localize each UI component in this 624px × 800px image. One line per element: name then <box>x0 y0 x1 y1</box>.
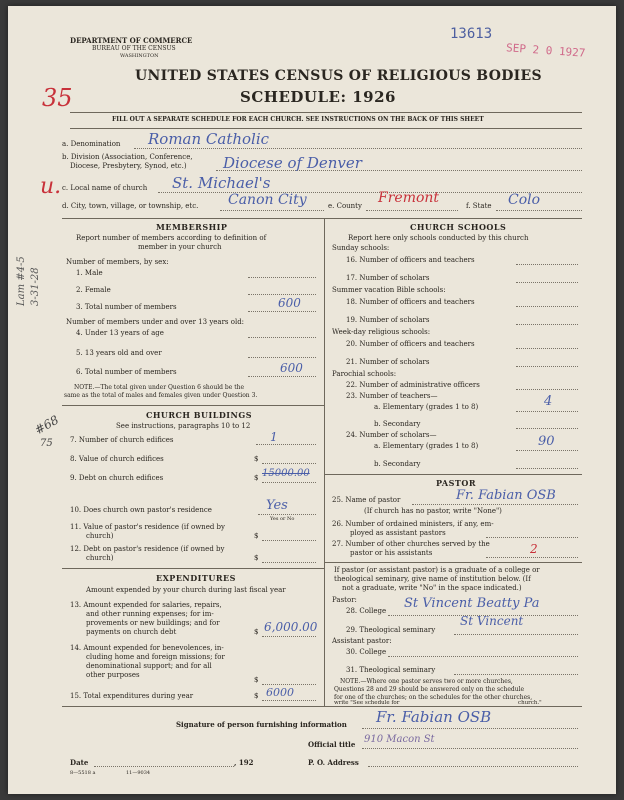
q29-label: 29. Theological seminary <box>346 626 436 634</box>
q31-label: 31. Theological seminary <box>346 666 436 674</box>
buildings-title: CHURCH BUILDINGS <box>146 410 252 420</box>
official-title-value: 910 Macon St <box>364 734 435 745</box>
q27-label-1: 27. Number of other churches served by the <box>332 540 490 548</box>
q13-dollar: $ <box>254 628 259 636</box>
bureau-name: BUREAU OF THE CENSUS <box>92 45 176 52</box>
under13-intro: Number of members under and over 13 years old: <box>66 318 245 326</box>
q2-label: 2. Female <box>76 286 111 294</box>
q24a-value: 90 <box>538 434 555 449</box>
q9-label: 9. Debt on church edifices <box>70 474 164 482</box>
division-label-1: b. Division (Association, Conference, <box>62 153 193 161</box>
q11-label-1: 11. Value of pastor's residence (if owned by <box>70 523 225 531</box>
membership-title: MEMBERSHIP <box>156 222 228 232</box>
form-title: UNITED STATES CENSUS OF RELIGIOUS BODIES <box>135 68 542 84</box>
q9-value: 15000.00 <box>262 468 310 479</box>
q12-label-1: 12. Debt on pastor's residence (if owned by <box>70 545 225 553</box>
q20-label: 20. Number of officers and teachers <box>346 340 475 348</box>
denomination-value: Roman Catholic <box>148 130 270 148</box>
pastor-title: PASTOR <box>436 478 476 488</box>
print-number: 11—9034 <box>126 770 151 776</box>
q7-label: 7. Number of church edifices <box>70 436 174 444</box>
grad-note-2: theological seminary, give name of institution below. (If <box>334 575 531 583</box>
q30-label: 30. College <box>346 648 387 656</box>
q15-dollar: $ <box>254 692 259 700</box>
assistant-label: Assistant pastor: <box>332 637 392 645</box>
q10-value: Yes <box>266 498 288 513</box>
date-label: Date <box>70 758 89 767</box>
q16-label: 16. Number of officers and teachers <box>346 256 475 264</box>
po-address-label: P. O. Address <box>308 758 359 767</box>
margin-note-1: Lam #4-5 <box>16 256 27 306</box>
date-stamp: SEP 2 0 1927 <box>505 41 586 60</box>
q12-label-2: church) <box>86 554 114 562</box>
official-title-label: Official title <box>308 740 356 749</box>
q23a-label: a. Elementary (grades 1 to 8) <box>374 403 479 411</box>
q14-label-4: other purposes <box>86 671 140 679</box>
grad-note-1: If pastor (or assistant pastor) is a graduate of a college or <box>334 566 540 574</box>
local-name-label: c. Local name of church <box>62 184 148 192</box>
weekday-label: Week-day religious schools: <box>332 328 431 336</box>
serial-stamp: 13613 <box>450 26 493 42</box>
q5-label: 5. 13 years old and over <box>76 349 162 357</box>
q14-dollar: $ <box>254 676 259 684</box>
q26-label-1: 26. Number of ordained ministers, if any, em- <box>332 520 494 528</box>
q27-value: 2 <box>530 542 538 556</box>
margin-note-4: 75 <box>40 438 53 449</box>
q13-label-4: payments on church debt <box>86 628 177 636</box>
parochial-label: Parochial schools: <box>332 370 397 378</box>
membership-note-1: NOTE.—The total given under Question 6 should be the <box>74 384 245 391</box>
q21-label: 21. Number of scholars <box>346 358 430 366</box>
denomination-label: a. Denomination <box>62 140 121 148</box>
signature-label: Signature of person furnishing information <box>176 720 347 729</box>
q10-hint: Yes or No <box>270 516 295 522</box>
q6-label: 6. Total number of members <box>76 368 177 376</box>
q26-label-2: ployed as assistant pastors <box>350 529 446 537</box>
q25-hint: (If church has no pastor, write "None") <box>364 507 502 515</box>
pastor-note-1: NOTE.—Where one pastor serves two or more churches, <box>340 678 513 685</box>
q12-dollar: $ <box>254 554 259 562</box>
q3-label: 3. Total number of members <box>76 303 177 311</box>
q14-label-1: 14. Amount expended for benevolences, in- <box>70 644 224 652</box>
pastor-label: Pastor: <box>332 596 357 604</box>
census-form <box>8 6 616 794</box>
q10-label: 10. Does church own pastor's residence <box>70 506 212 514</box>
q15-label: 15. Total expenditures during year <box>70 692 194 700</box>
q13-label-3: provements or new buildings; and for <box>86 619 220 627</box>
q15-value: 6000 <box>266 686 294 699</box>
dept-name: DEPARTMENT OF COMMERCE <box>70 36 193 45</box>
q11-label-2: church) <box>86 532 114 540</box>
city-name: WASHINGTON <box>120 53 159 59</box>
pastor-note-3: for one of the churches; on the schedules for the other churches, <box>334 694 533 701</box>
pastor-note-4: write "See schedule for <box>334 700 400 706</box>
membership-intro-2: member in your church <box>138 243 222 251</box>
q27-label-2: pastor or his assistants <box>350 549 433 557</box>
q7-value: 1 <box>270 430 278 444</box>
form-subtitle: SCHEDULE: 1926 <box>240 88 396 106</box>
q9-dollar: $ <box>254 474 259 482</box>
q19-label: 19. Number of scholars <box>346 316 430 324</box>
pastor-note-2: Questions 28 and 29 should be answered only on the schedule <box>334 686 525 693</box>
signature-value: Fr. Fabian OSB <box>376 708 492 726</box>
q24b-label: b. Secondary <box>374 460 421 468</box>
q25-label: 25. Name of pastor <box>332 496 401 504</box>
red-mark-2: u. <box>40 174 62 199</box>
state-value: Colo <box>508 192 541 208</box>
buildings-sub: See instructions, paragraphs 10 to 12 <box>116 422 251 430</box>
q8-label: 8. Value of church edifices <box>70 455 164 463</box>
q28-label: 28. College <box>346 607 387 615</box>
sunday-label: Sunday schools: <box>332 244 390 252</box>
members-by-sex: Number of members, by sex: <box>66 258 169 266</box>
q17-label: 17. Number of scholars <box>346 274 430 282</box>
q11-dollar: $ <box>254 532 259 540</box>
margin-note-2: 3-31-28 <box>30 267 41 306</box>
city-label: d. City, town, village, or township, etc. <box>62 202 199 210</box>
q23a-value: 4 <box>544 394 553 409</box>
grad-note-3: not a graduate, write "No" in the space indicated.) <box>342 584 522 592</box>
q29-value: St Vincent <box>460 614 524 628</box>
membership-intro-1: Report number of members according to definition of <box>76 234 267 242</box>
expenditures-sub: Amount expended by your church during last fiscal year <box>86 586 286 594</box>
q23-label: 23. Number of teachers— <box>346 392 438 400</box>
division-value: Diocese of Denver <box>223 154 362 172</box>
q18-label: 18. Number of officers and teachers <box>346 298 475 306</box>
membership-note-2: same as the total of males and females given under Question 3. <box>64 392 258 399</box>
local-name-value: St. Michael's <box>172 174 271 192</box>
instruction-line: FILL OUT A SEPARATE SCHEDULE FOR EACH CHURCH. SEE INSTRUCTIONS ON THE BACK OF THIS SHEET <box>112 116 484 123</box>
q25-value: Fr. Fabian OSB <box>456 488 556 503</box>
q8-dollar: $ <box>254 455 259 463</box>
q28-value: St Vincent Beatty Pa <box>404 596 540 611</box>
q23b-label: b. Secondary <box>374 420 421 428</box>
q3-value: 600 <box>278 296 301 310</box>
schools-intro: Report here only schools conducted by this church <box>348 234 529 242</box>
q6-value: 600 <box>280 361 303 375</box>
county-label: e. County <box>328 202 362 210</box>
division-label-2: Diocese, Presbytery, Synod, etc.) <box>70 162 187 170</box>
schools-title: CHURCH SCHOOLS <box>410 222 507 232</box>
pastor-note-5: church." <box>518 700 542 706</box>
q14-label-3: denominational support; and for all <box>86 662 212 670</box>
state-label: f. State <box>466 202 492 210</box>
q24a-label: a. Elementary (grades 1 to 8) <box>374 442 479 450</box>
county-value: Fremont <box>378 190 440 206</box>
red-mark: 35 <box>42 84 73 112</box>
expenditures-title: EXPENDITURES <box>156 573 236 583</box>
q24-label: 24. Number of scholars— <box>346 431 437 439</box>
q13-label-1: 13. Amount expended for salaries, repairs, <box>70 601 222 609</box>
q1-label: 1. Male <box>76 269 103 277</box>
margin-note-3: #68 <box>32 412 62 438</box>
q4-label: 4. Under 13 years of age <box>76 329 164 337</box>
city-value: Canon City <box>228 192 307 208</box>
q22-label: 22. Number of administrative officers <box>346 381 480 389</box>
summer-label: Summer vacation Bible schools: <box>332 286 446 294</box>
q13-value: 6,000.00 <box>264 620 318 634</box>
q13-label-2: and other running expenses; for im- <box>86 610 214 618</box>
form-number: 8—5518 a <box>70 770 96 776</box>
q14-label-2: cluding home and foreign missions; for <box>86 653 225 661</box>
year-label: , 192 <box>234 758 254 767</box>
